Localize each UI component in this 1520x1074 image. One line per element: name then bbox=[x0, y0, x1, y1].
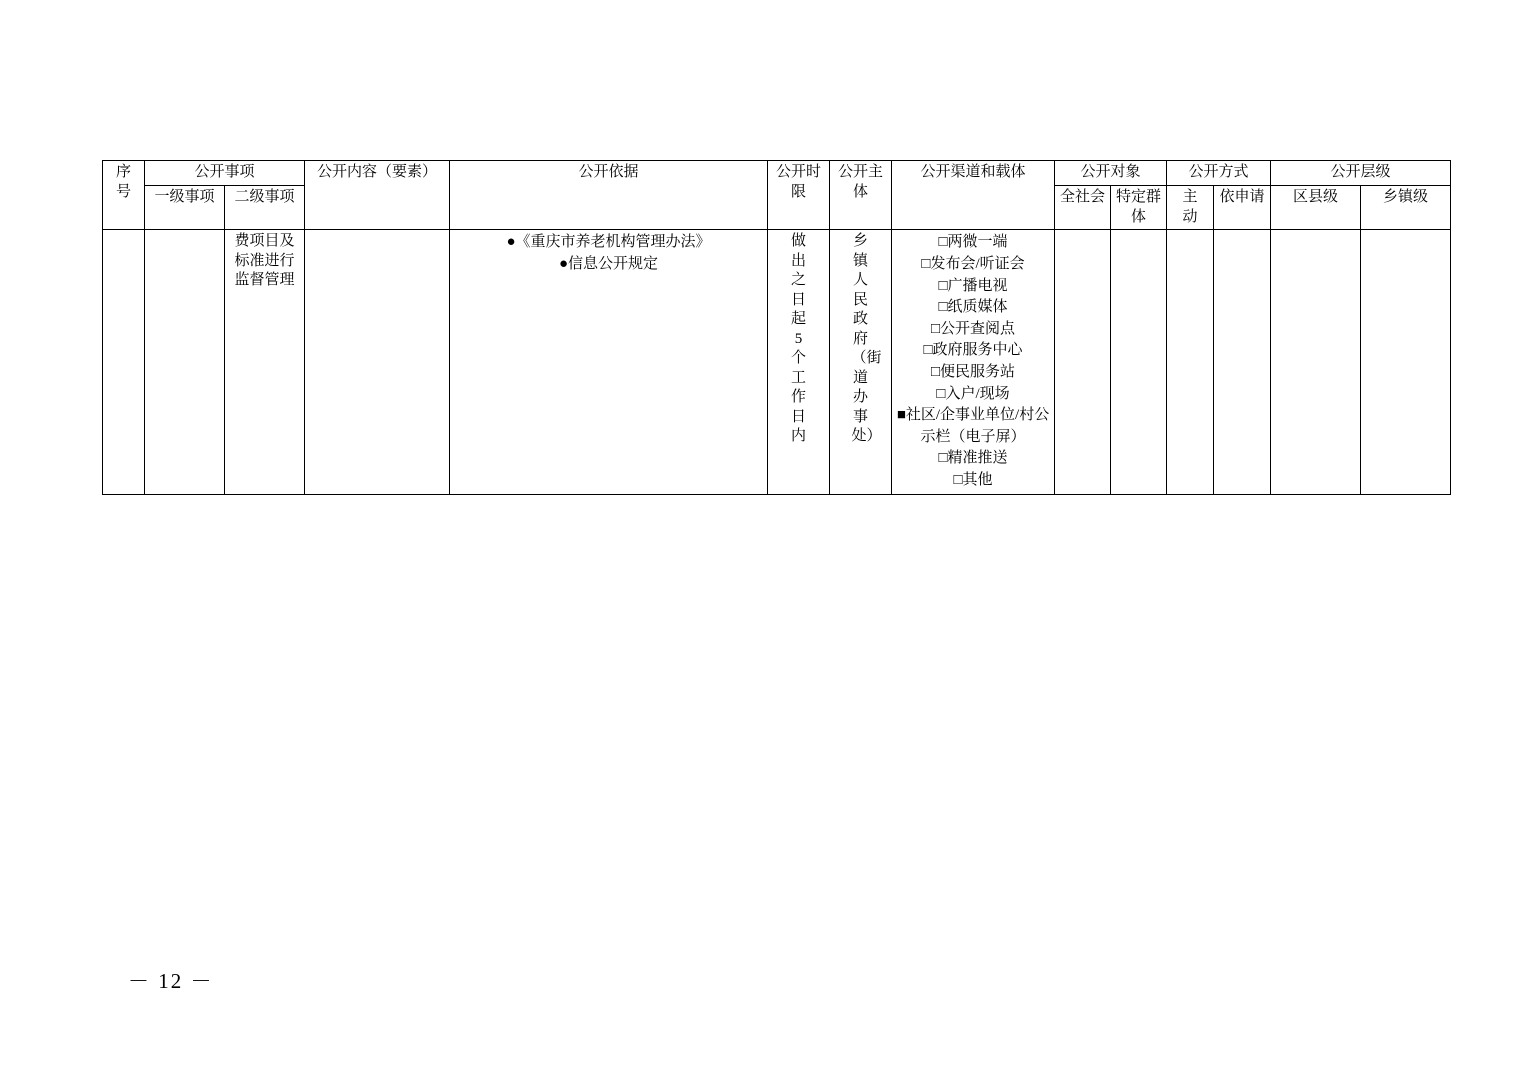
header-group-level: 公开层级 bbox=[1271, 161, 1451, 186]
disclosure-table bbox=[102, 160, 1451, 495]
table-header-row-top bbox=[103, 161, 1451, 186]
header-level1: 一级事项 bbox=[145, 185, 225, 230]
cell-content bbox=[305, 230, 450, 494]
header-on-request: 依申请 bbox=[1214, 185, 1271, 230]
cell-level2: 费项目及标准进行监督管理 bbox=[225, 230, 305, 494]
cell-town-level bbox=[1361, 230, 1451, 494]
cell-county-level bbox=[1271, 230, 1361, 494]
table-body bbox=[103, 230, 1451, 494]
cell-basis bbox=[450, 230, 768, 494]
cell-specific-group bbox=[1111, 230, 1167, 494]
cell-seq bbox=[103, 230, 145, 494]
channel-option-selected[interactable]: ■社区/企事业单位/村公示栏（电子屏） bbox=[896, 407, 1050, 445]
cell-level1 bbox=[145, 230, 225, 494]
cell-time-limit: 做出之日起5个工作日内 bbox=[768, 230, 830, 494]
channel-option[interactable]: □政府服务中心 bbox=[923, 342, 1023, 359]
header-group-items: 公开事项 bbox=[145, 161, 305, 186]
header-town-level: 乡镇级 bbox=[1361, 185, 1451, 230]
channel-option[interactable]: □其他 bbox=[953, 471, 993, 488]
header-county-level: 区县级 bbox=[1271, 185, 1361, 230]
basis-line: ●《重庆市养老机构管理办法》 bbox=[506, 234, 711, 251]
header-level2: 二级事项 bbox=[225, 185, 305, 230]
header-all-society: 全社会 bbox=[1055, 185, 1111, 230]
cell-on-request bbox=[1214, 230, 1271, 494]
header-channel: 公开渠道和载体 bbox=[892, 161, 1055, 230]
header-basis: 公开依据 bbox=[450, 161, 768, 230]
cell-subject: 乡镇人民政府（街道办事处） bbox=[830, 230, 892, 494]
header-specific-group: 特定群体 bbox=[1111, 185, 1167, 230]
header-group-audience: 公开对象 bbox=[1055, 161, 1167, 186]
page-number: － 12 － bbox=[128, 969, 214, 993]
channel-option[interactable]: □入户/现场 bbox=[936, 385, 1010, 402]
channel-option[interactable]: □两微一端 bbox=[938, 234, 1008, 251]
header-seq: 序号 bbox=[103, 161, 145, 230]
header-time-limit: 公开时限 bbox=[768, 161, 830, 230]
table-row bbox=[103, 230, 1451, 494]
cell-channel bbox=[892, 230, 1055, 494]
cell-all-society bbox=[1055, 230, 1111, 494]
channel-option[interactable]: □纸质媒体 bbox=[938, 299, 1008, 316]
cell-active bbox=[1167, 230, 1214, 494]
basis-line: ●信息公开规定 bbox=[558, 255, 659, 272]
disclosure-table-wrapper bbox=[102, 160, 1429, 495]
header-content: 公开内容（要素） bbox=[305, 161, 450, 230]
header-subject: 公开主体 bbox=[830, 161, 892, 230]
header-group-method: 公开方式 bbox=[1167, 161, 1271, 186]
channel-option[interactable]: □发布会/听证会 bbox=[921, 255, 1025, 272]
header-active: 主动 bbox=[1167, 185, 1214, 230]
channel-option[interactable]: □精准推送 bbox=[938, 450, 1008, 467]
channel-option[interactable]: □公开查阅点 bbox=[930, 320, 1016, 337]
channel-option[interactable]: □便民服务站 bbox=[930, 363, 1016, 380]
channel-option[interactable]: □广播电视 bbox=[938, 277, 1008, 294]
